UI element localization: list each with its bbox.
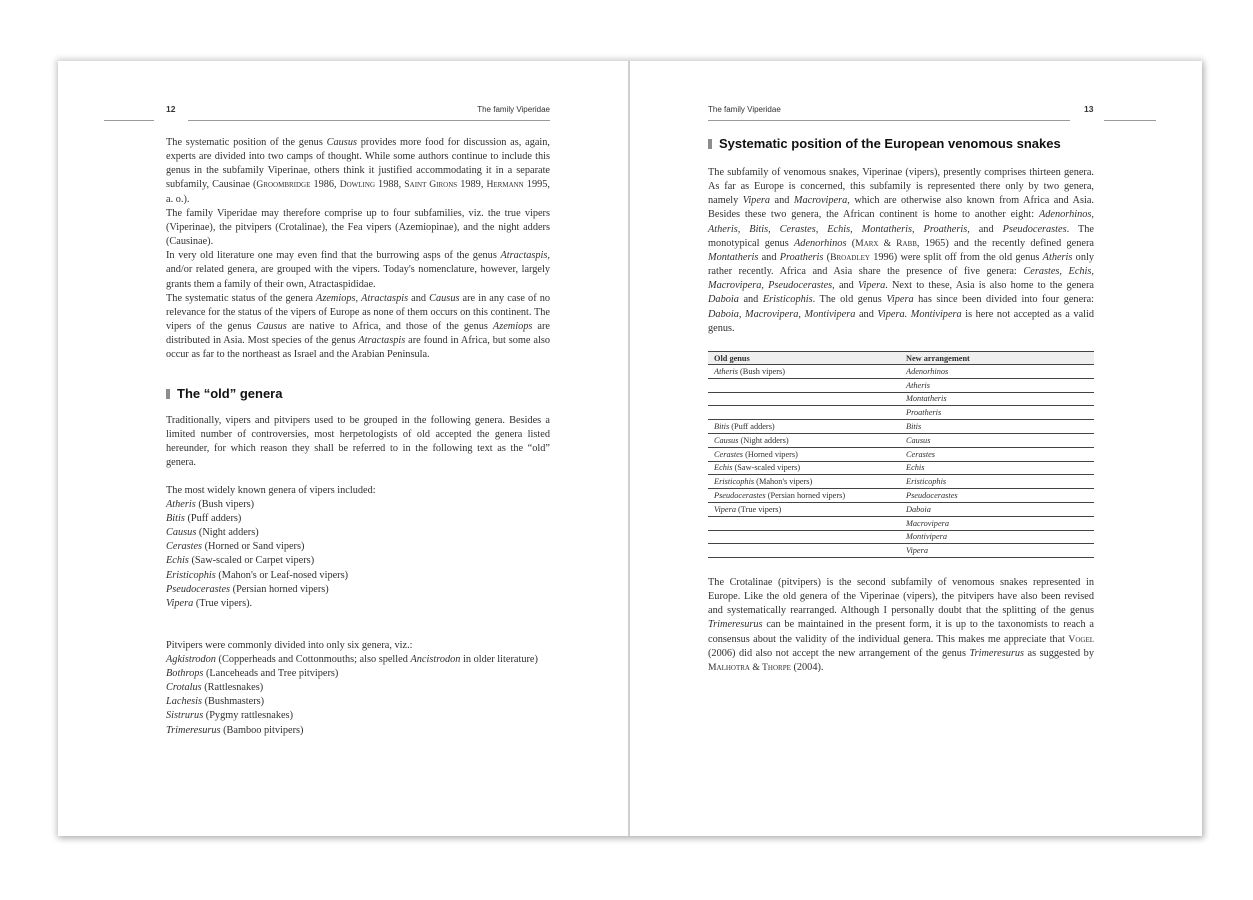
- section-heading: [166, 386, 282, 401]
- vipers-genera-list: [166, 484, 550, 611]
- table-row: [708, 475, 1094, 489]
- new-arrangement-cell: Bitis: [900, 420, 1094, 434]
- book-spread: [58, 61, 1202, 836]
- column-header-new-arrangement: New arrangement: [900, 352, 1094, 365]
- old-genus-cell: [708, 544, 900, 558]
- section-heading-text: Systematic position of the European venomous snakes: [719, 136, 1061, 151]
- list-item: Eristicophis (Mahon's or Leaf-nosed vipers): [166, 569, 349, 581]
- intro-paragraph: The family Viperidae may therefore comprise up to four subfamilies, viz. the true vipers (Viperinae), the pitvipers (Crotalinae), the Fea vipers (Azemiopinae), and the night adders (Causinae).: [166, 207, 550, 248]
- pitvipers-list-intro: Pitvipers were commonly divided into only six genera, viz.:: [166, 640, 413, 651]
- running-header: The family Viperidae: [708, 105, 781, 114]
- intro-paragraph: In very old literature one may even find that the burrowing asps of the genus Atractaspis, and/or related genera, are grouped with the vipers. Today's nomenclature, however, largely grants them a family of their own, Atractaspididae.: [166, 250, 550, 290]
- page-number: 12: [166, 104, 176, 114]
- table-row: [708, 433, 1094, 447]
- new-arrangement-cell: Echis: [900, 461, 1094, 475]
- list-item: Atheris (Bush vipers): [166, 499, 255, 511]
- column-header-old-genus: Old genus: [708, 352, 900, 365]
- page-number: 13: [1084, 104, 1094, 114]
- new-arrangement-cell: Vipera: [900, 544, 1094, 558]
- table-row: [708, 489, 1094, 503]
- section-paragraph-text: Traditionally, vipers and pitvipers used to be grouped in the following genera. Besides a limited number of controversies, most herpetologists of old accepted the genera listed hereunder, for which reason they shall be referred to in the following text as the “old” genera.: [166, 415, 550, 469]
- heading-marker-icon: [708, 139, 712, 149]
- header-rule-outer: [1104, 120, 1156, 121]
- intro-text: [166, 136, 550, 363]
- list-item: Causus (Night adders): [166, 527, 259, 539]
- table-row: [708, 365, 1094, 379]
- header-rule: [708, 120, 1070, 121]
- list-item: Crotalus (Rattlesnakes): [166, 682, 264, 694]
- new-arrangement-cell: Eristicophis: [900, 475, 1094, 489]
- old-genus-cell: [708, 392, 900, 406]
- old-genus-cell: Pseudocerastes (Persian horned vipers): [708, 489, 900, 503]
- list-item: Lachesis (Bushmasters): [166, 696, 265, 708]
- old-genus-cell: Bitis (Puff adders): [708, 420, 900, 434]
- table-row: [708, 378, 1094, 392]
- new-arrangement-cell: Causus: [900, 433, 1094, 447]
- old-genus-cell: Causus (Night adders): [708, 433, 900, 447]
- new-arrangement-cell: Atheris: [900, 378, 1094, 392]
- new-arrangement-cell: Macrovipera: [900, 516, 1094, 530]
- section-heading: [708, 136, 1061, 151]
- heading-marker-icon: [166, 389, 170, 399]
- old-genus-cell: Echis (Saw-scaled vipers): [708, 461, 900, 475]
- table-row: [708, 406, 1094, 420]
- section-heading-text: The “old” genera: [177, 386, 283, 401]
- new-arrangement-cell: Cerastes: [900, 447, 1094, 461]
- intro-paragraph: The systematic position of the genus Causus provides more food for discussion as, again, experts are divided into two camps of thought. While some authors continue to include this genus in the subfamily Viperinae, others think it justified accommodating it in a separate subfamily, Causinae (Groombridge 1986, Dowling 1988, Saint Girons 1989, Hermann 1995, a. o.).: [166, 137, 550, 205]
- table-row: [708, 530, 1094, 544]
- vipers-list-intro: The most widely known genera of vipers included:: [166, 485, 376, 496]
- table-row: [708, 392, 1094, 406]
- old-genus-cell: [708, 378, 900, 392]
- table-row: [708, 502, 1094, 516]
- list-item: Vipera (True vipers).: [166, 597, 253, 609]
- pitvipers-genera-list: [166, 639, 550, 738]
- old-genus-cell: Eristicophis (Mahon's vipers): [708, 475, 900, 489]
- right-page: [630, 61, 1202, 836]
- list-item: Cerastes (Horned or Sand vipers): [166, 541, 305, 553]
- list-item: Sistrurus (Pygmy rattlesnakes): [166, 710, 293, 722]
- new-arrangement-cell: Adenorhinos: [900, 365, 1094, 379]
- table-row: [708, 516, 1094, 530]
- header-rule: [188, 120, 550, 121]
- list-item: Bitis (Puff adders): [166, 513, 242, 525]
- list-item: Bothrops (Lanceheads and Tree pitvipers): [166, 668, 339, 680]
- crotalinae-paragraph: The Crotalinae (pitvipers) is the second subfamily of venomous snakes represented in Europe. Like the old genera of the Viperinae (vipers), the pitvipers have also been revised and systematically rearranged. Although I personally doubt that the splitting of the genus Trimeresurus can be maintained in the present form, it is up to the taxonomists to reach a consensus about the validity of the individual genera. This makes me appreciate that Vogel (2006) did also not accept the new arrangement of the genus Trimeresurus as suggested by Malhotra & Thorpe (2004).: [708, 577, 1094, 673]
- running-header: The family Viperidae: [477, 105, 550, 114]
- list-item: Trimeresurus (Bamboo pitvipers): [166, 724, 304, 736]
- section-paragraph: [166, 414, 550, 471]
- old-genus-cell: Vipera (True vipers): [708, 502, 900, 516]
- table-header-row: [708, 352, 1094, 365]
- new-arrangement-cell: Daboia: [900, 502, 1094, 516]
- intro-paragraph: The systematic status of the genera Azemiops, Atractaspis and Causus are in any case of no relevance for the status of the vipers of Europe as none of them occurs on this continent. The vipers of the genus Causus are native to Africa, and those of the genus Azemiops are distributed in Asia. Most species of the genus Atractaspis are found in Africa, but some also occur as far to the northeast as Israel and the Arabian Peninsula.: [166, 292, 551, 361]
- old-genus-cell: [708, 406, 900, 420]
- header-rule-outer: [104, 120, 154, 121]
- old-genus-cell: Cerastes (Horned vipers): [708, 447, 900, 461]
- new-arrangement-cell: Montatheris: [900, 392, 1094, 406]
- table-row: [708, 420, 1094, 434]
- left-page: [58, 61, 628, 836]
- new-arrangement-cell: Pseudocerastes: [900, 489, 1094, 503]
- list-item: Echis (Saw-scaled or Carpet vipers): [166, 555, 315, 567]
- new-arrangement-cell: Montivipera: [900, 530, 1094, 544]
- list-item: Agkistrodon (Copperheads and Cottonmouths; also spelled Ancistrodon in older literature): [166, 654, 538, 666]
- table-row: [708, 461, 1094, 475]
- table-row: [708, 447, 1094, 461]
- systematic-paragraph: The subfamily of venomous snakes, Viperinae (vipers), presently comprises thirteen genera. As far as Europe is concerned, this subfamily is represented there only by two genera, namely Vipera and Macrovipera, which are otherwise also known from Africa and Asia. Besides these two genera, the African continent is home to another eight: Adenorhinos, Atheris, Bitis, Cerastes, Echis, Montatheris, Proatheris, and Pseudocerastes. The monotypical genus Adenorhinos (Marx & Rabb, 1965) and the recently defined genera Montatheris and Proatheris (Broadley 1996) were split off from the old genus Atheris only rather recently. Africa and Asia share the presence of five genera: Cerastes, Echis, Macrovipera, Pseudocerastes, and Vipera. Next to these, Asia is also home to the genera Daboia and Eristicophis. The old genus Vipera has since been divided into four genera: Daboia, Macrovipera, Montivipera and Vipera. Montivipera is here not accepted as a valid genus.: [708, 167, 1095, 334]
- old-genus-cell: [708, 530, 900, 544]
- list-item: Pseudocerastes (Persian horned vipers): [166, 583, 329, 595]
- table-row: [708, 544, 1094, 558]
- old-genus-cell: [708, 516, 900, 530]
- old-genus-cell: Atheris (Bush vipers): [708, 365, 900, 379]
- new-arrangement-cell: Proatheris: [900, 406, 1094, 420]
- genera-table: [708, 351, 1094, 558]
